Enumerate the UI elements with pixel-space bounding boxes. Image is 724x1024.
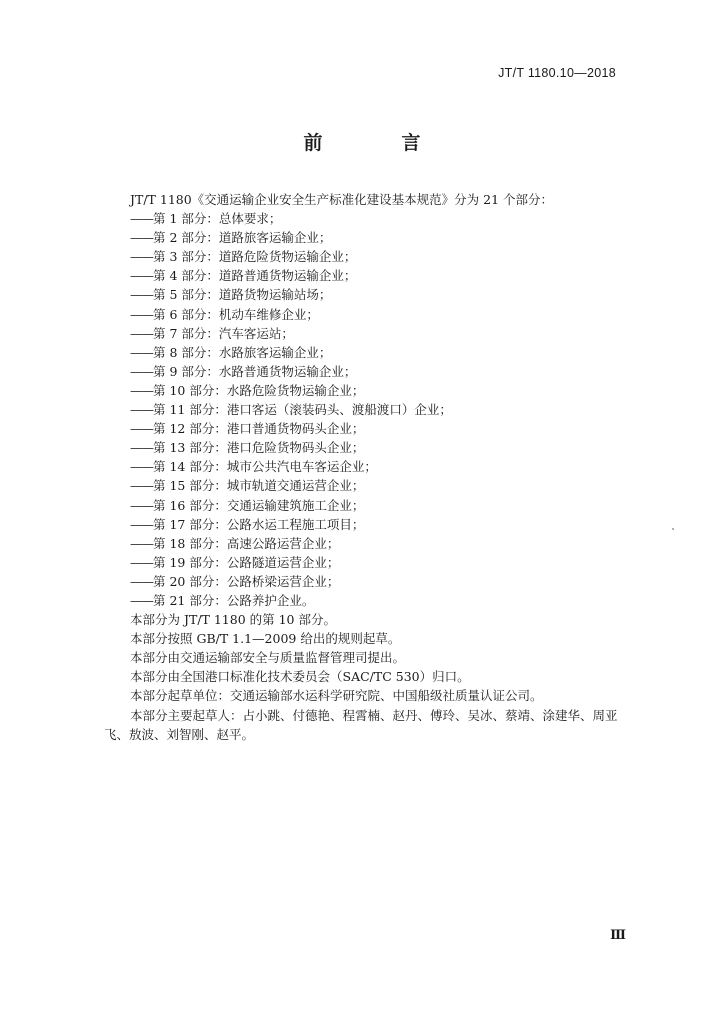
list-item: ——第 1 部分：总体要求； — [130, 211, 282, 227]
list-item: ——第 5 部分：道路货物运输站场； — [130, 287, 332, 303]
drafting-organizations-statement: 本部分起草单位：交通运输部水运科学研究院、中国船级社质量认证公司。 — [130, 688, 543, 704]
page-title: 前 言 — [303, 132, 451, 154]
list-item: ——第 11 部分：港口客运（滚装码头、渡船渡口）企业； — [130, 402, 452, 418]
list-item: ——第 13 部分：港口危险货物码头企业； — [130, 440, 365, 456]
standard-code-header: JT/T 1180.10—2018 — [498, 66, 616, 80]
list-item: ——第 20 部分：公路桥梁运营企业； — [130, 573, 340, 589]
drafting-rules-statement: 本部分按照 GB/T 1.1—2009 给出的规则起草。 — [130, 631, 401, 647]
proposer-statement: 本部分由交通运输部安全与质量监督管理司提出。 — [130, 650, 406, 666]
list-item: ——第 12 部分：港口普通货物码头企业； — [130, 421, 365, 437]
list-item: ——第 15 部分：城市轨道交通运营企业； — [130, 478, 365, 494]
list-item: ——第 6 部分：机动车维修企业； — [130, 306, 319, 322]
list-item: ——第 10 部分：水路危险货物运输企业； — [130, 382, 365, 398]
list-item: ——第 3 部分：道路危险货物运输企业； — [130, 249, 357, 265]
intro-paragraph: JT/T 1180《交通运输企业安全生产标准化建设基本规范》分为 21 个部分： — [130, 192, 554, 207]
page-number: Ⅲ — [610, 928, 626, 943]
list-item: ——第 19 部分：公路隧道运营企业； — [130, 554, 340, 570]
list-item: ——第 2 部分：道路旅客运输企业； — [130, 230, 332, 246]
list-item: ——第 17 部分：公路水运工程施工项目； — [130, 516, 365, 532]
list-item: ——第 8 部分：水路旅客运输企业； — [130, 344, 332, 360]
scan-speck — [672, 528, 674, 530]
technical-committee-statement: 本部分由全国港口标准化技术委员会（SAC/TC 530）归口。 — [130, 669, 470, 685]
list-item: ——第 7 部分：汽车客运站； — [130, 325, 294, 341]
list-item: ——第 18 部分：高速公路运营企业； — [130, 535, 340, 551]
drafters-statement: 本部分主要起草人：占小跳、付德艳、程霄楠、赵丹、傅玲、吴冰、蔡靖、涂建华、周亚飞、敖波、刘智刚、赵平。 — [104, 707, 618, 742]
list-item: ——第 4 部分：道路普通货物运输企业； — [130, 268, 357, 284]
foreword-body — [104, 190, 624, 744]
list-item: ——第 14 部分：城市公共汽电车客运企业； — [130, 459, 377, 475]
list-item: ——第 9 部分：水路普通货物运输企业； — [130, 363, 357, 379]
list-item: ——第 21 部分：公路养护企业。 — [130, 592, 315, 608]
parts-list — [104, 209, 624, 610]
part-designation-statement: 本部分为 JT/T 1180 的第 10 部分。 — [130, 612, 336, 628]
list-item: ——第 16 部分：交通运输建筑施工企业； — [130, 497, 365, 513]
